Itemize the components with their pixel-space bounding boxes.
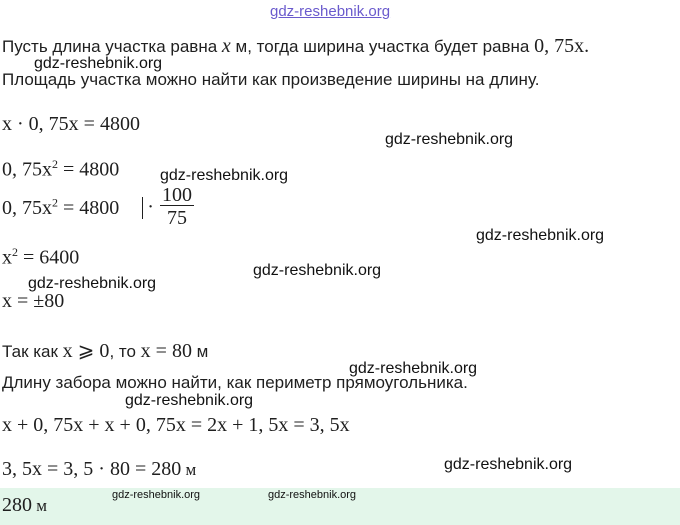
- equation-5: x = ±80: [2, 290, 65, 312]
- intro-expr: 0, 75x.: [534, 35, 590, 57]
- fraction: [160, 185, 194, 230]
- intro-mid: м, тогда ширина участка будет равна: [230, 37, 535, 56]
- equation-4: [2, 245, 79, 270]
- eq3-rhs: = 4800: [58, 196, 120, 219]
- equation-6: x + 0, 75x + x + 0, 75x = 2x + 1, 5x = 3, 5x: [2, 414, 350, 436]
- eq7-math: 3, 5x = 3, 5 · 80 = 280: [2, 458, 182, 480]
- watermark: gdz-reshebnik.org: [34, 55, 163, 72]
- intro-prefix: Пусть длина участка равна: [2, 37, 222, 56]
- watermark: gdz-reshebnik.org: [125, 392, 254, 409]
- fraction-numerator: 100: [161, 184, 192, 206]
- fraction-denominator: 75: [166, 207, 187, 229]
- answer-value: 280: [2, 494, 32, 516]
- equation-1: x · 0, 75x = 4800: [2, 113, 140, 135]
- eq2-base: 0, 75x: [2, 158, 52, 181]
- watermark: gdz-reshebnik.org: [253, 262, 382, 279]
- eq2-rhs: = 4800: [58, 158, 120, 181]
- eq4-base: x: [2, 246, 12, 269]
- since-unit: м: [191, 342, 209, 361]
- eq4-rhs: = 6400: [18, 246, 80, 269]
- since-result: x = 80: [140, 340, 192, 362]
- watermark: gdz-reshebnik.org: [385, 131, 514, 148]
- since-mid: , то: [109, 342, 141, 361]
- since-line: [2, 338, 208, 363]
- area-line: Площадь участка можно найти как произведение ширины на длину.: [2, 70, 540, 89]
- intro-var: x: [221, 35, 231, 57]
- eq2-exp: 2: [52, 157, 58, 171]
- watermark: gdz-reshebnik.org: [268, 489, 357, 501]
- divider-bar: [142, 197, 143, 219]
- eq4-exp: 2: [12, 245, 18, 259]
- answer-unit: м: [32, 496, 48, 515]
- equation-2: [2, 157, 119, 182]
- watermark: gdz-reshebnik.org: [349, 360, 478, 377]
- perimeter-line: Длину забора можно найти, как периметр прямоугольника.: [2, 373, 468, 392]
- eq7-unit: м: [181, 460, 197, 479]
- since-condition: x ⩾ 0: [62, 340, 110, 362]
- watermark: gdz-reshebnik.org: [112, 489, 201, 501]
- equation-3: [2, 185, 194, 230]
- eq3-mult: ·: [147, 196, 154, 218]
- answer: [2, 494, 47, 517]
- since-prefix: Так как: [2, 342, 63, 361]
- watermark: gdz-reshebnik.org: [28, 275, 157, 292]
- watermark: gdz-reshebnik.org: [160, 167, 289, 184]
- equation-7: [2, 458, 196, 481]
- watermark-top[interactable]: gdz-reshebnik.org: [270, 3, 391, 20]
- eq3-base: 0, 75x: [2, 196, 52, 219]
- watermark: gdz-reshebnik.org: [444, 456, 573, 473]
- watermark: gdz-reshebnik.org: [476, 227, 605, 244]
- eq3-exp: 2: [52, 195, 58, 210]
